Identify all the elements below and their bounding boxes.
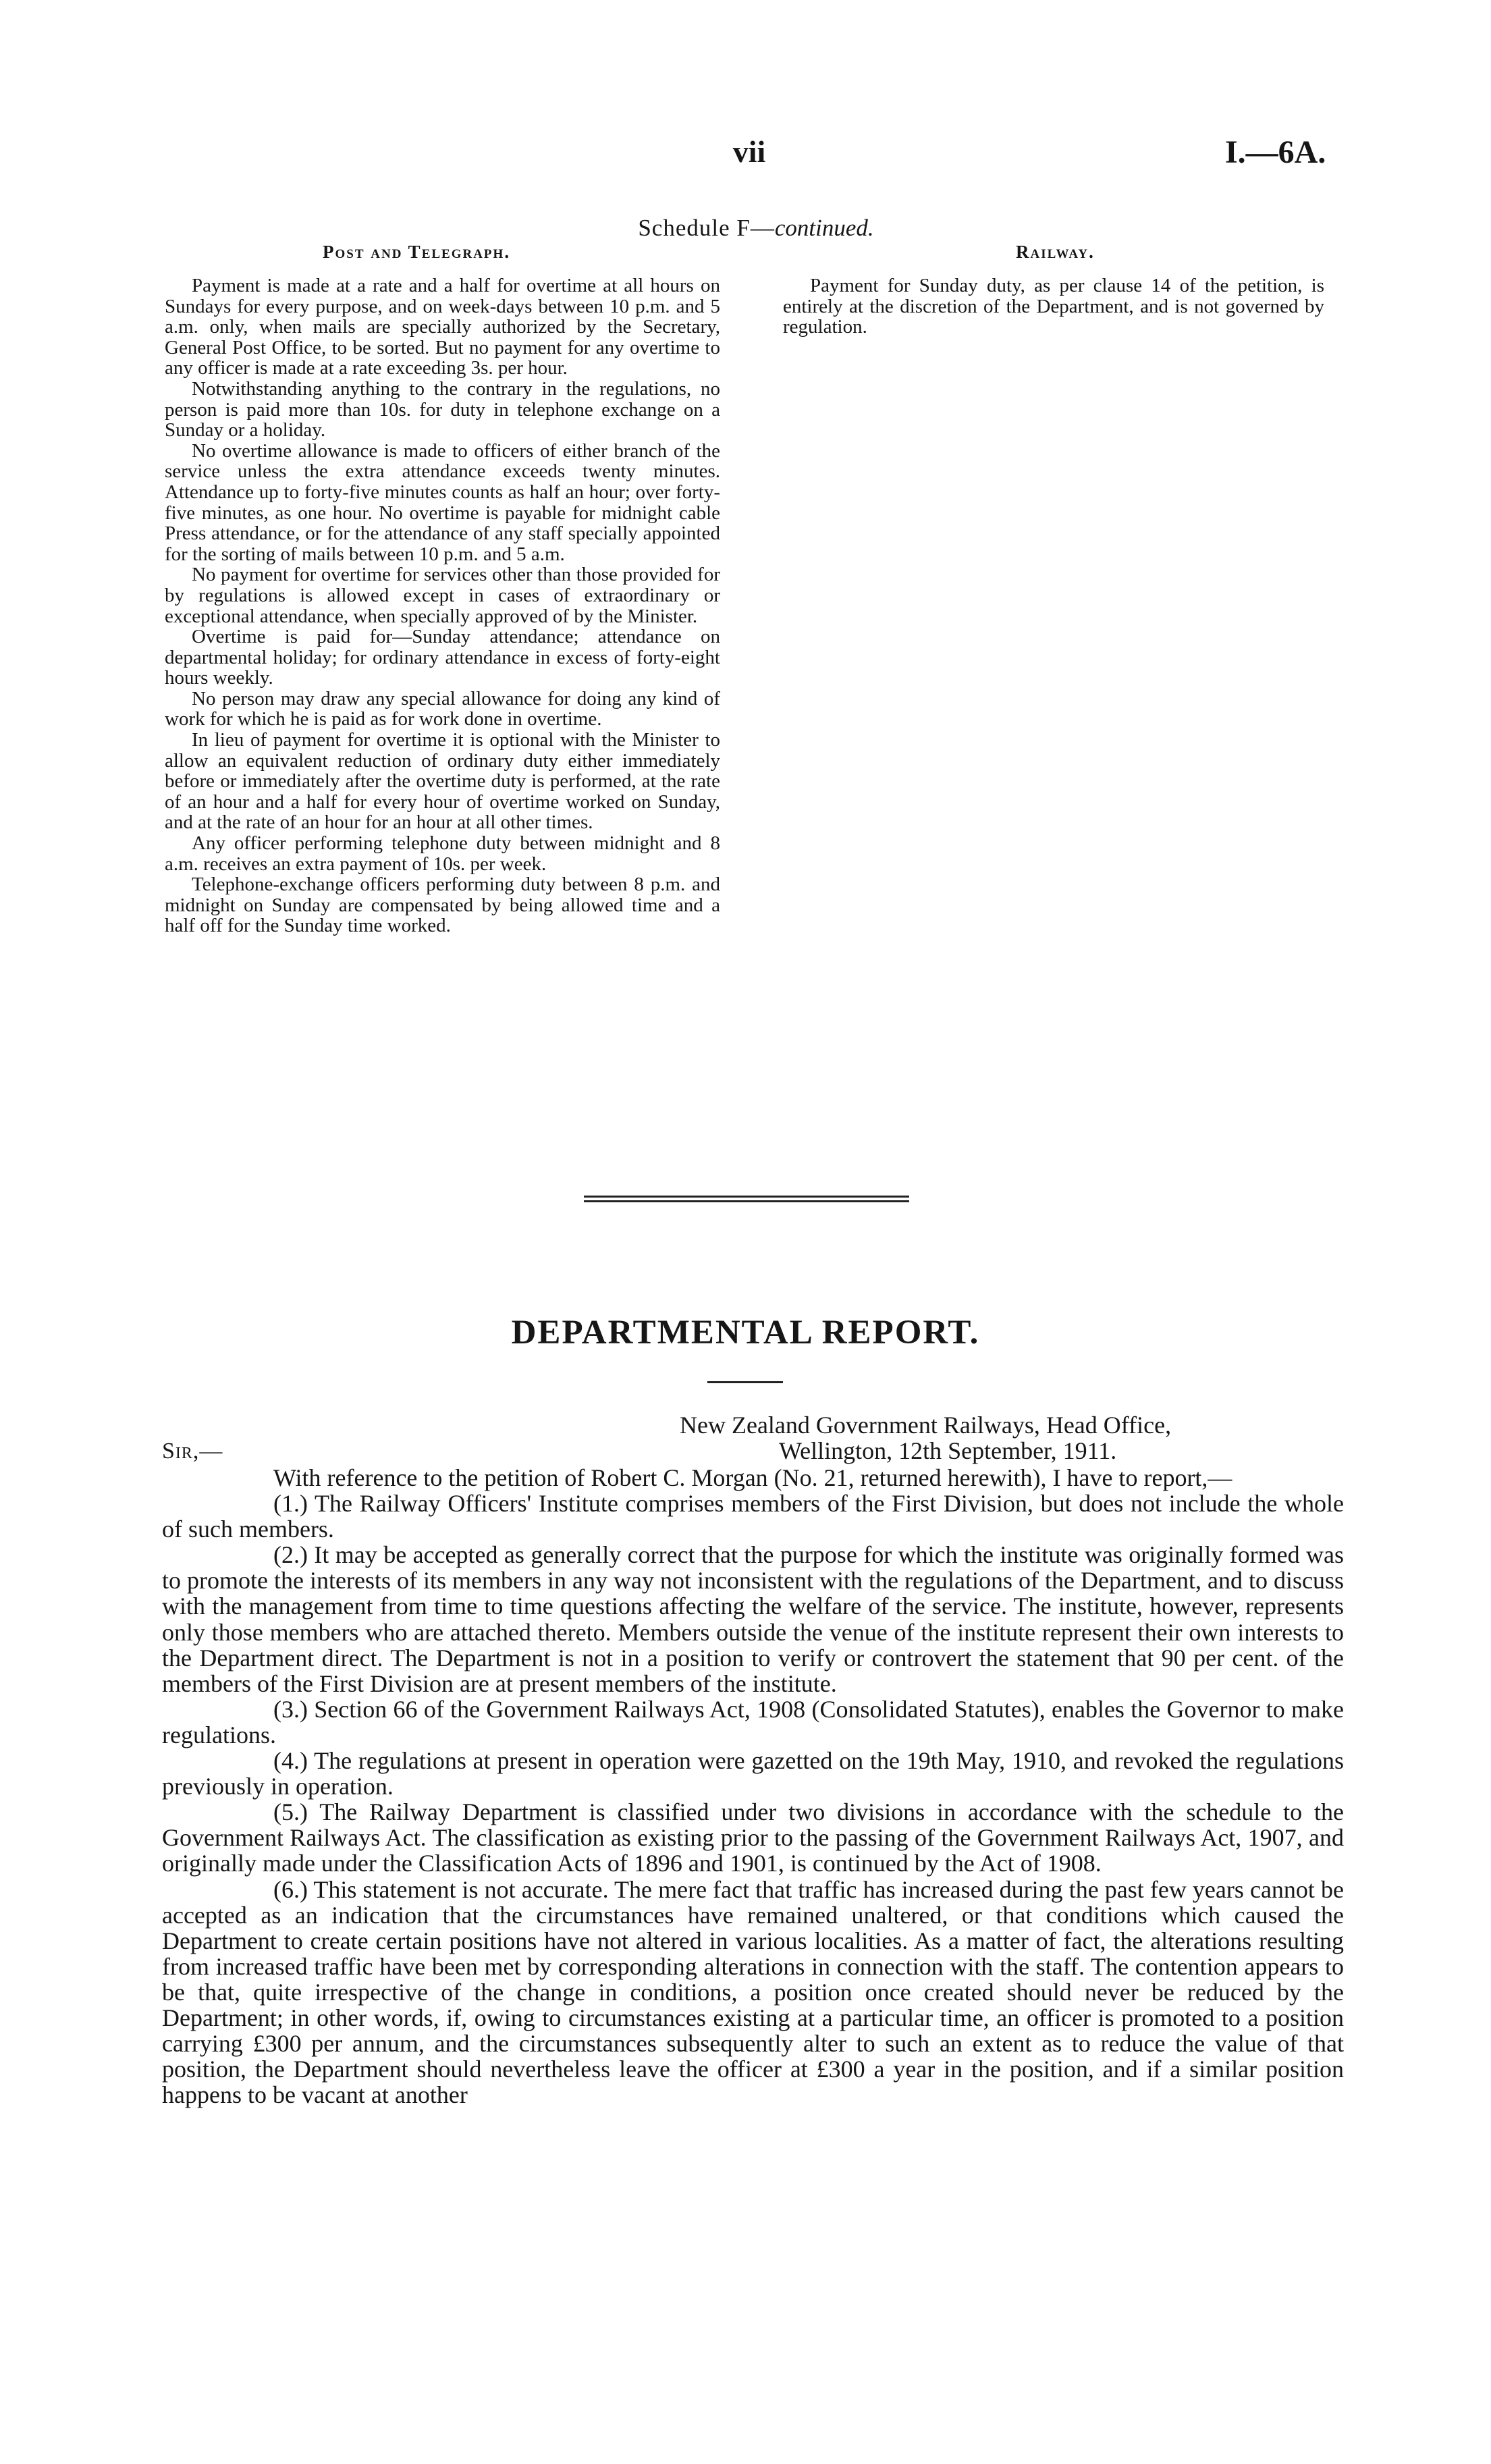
page-number: vii	[732, 134, 766, 169]
report-paragraph: (5.) The Railway Department is classified under two divisions in accordance with the schedule to the Government Railways Act. The classification as existing prior to the passing of the Government Railways Act, 1907, and originally made under the Classification Acts of 1896 and 1901, is continued by the Act of 1908.	[162, 1798, 1344, 1877]
schedule-paragraph: Telephone-exchange officers performing duty between 8 p.m. and midnight on Sunday are compensated by being allowed time and a half off for the Sunday time worked.	[165, 874, 720, 937]
post-and-telegraph-column	[165, 275, 720, 936]
schedule-paragraph: In lieu of payment for overtime it is optional with the Minister to allow an equivalent reduction of ordinary duty either immediately before or immediately after the overtime duty is performed, at the rate of an hour and a half for every hour of overtime worked on Sunday, and at the rate of an hour for an hour at all other times.	[165, 729, 720, 834]
report-paragraph: (3.) Section 66 of the Government Railways Act, 1908 (Consolidated Statutes), enables the Governor to make regulations.	[162, 1695, 1344, 1748]
schedule-title-continued: continued.	[774, 215, 874, 241]
salutation: Sir,—	[162, 1439, 223, 1464]
schedule-paragraph: No overtime allowance is made to officers of either branch of the service unless the extra attendance exceeds twenty minutes. Attendance up to forty-five minutes counts as half an hour; over forty-five minutes, as one hour. No overtime is payable for midnight cable Press attendance, or for the attendance of any staff specially appointed for the sorting of mails between 10 p.m. and 5 a.m.	[165, 439, 720, 565]
letter-address	[680, 1412, 1171, 1464]
report-title: DEPARTMENTAL REPORT.	[511, 1314, 980, 1351]
post-and-telegraph-heading: Post and Telegraph.	[323, 242, 511, 262]
schedule-paragraph: Overtime is paid for—Sunday attendance; attendance on departmental holiday; for ordinary attendance in excess of forty-eight hours weekly.	[165, 626, 720, 689]
schedule-paragraph: No payment for overtime for services other than those provided for by regulations is allowed except in cases of extraordinary or exceptional attendance, when specially approved of by the Minister.	[165, 564, 720, 627]
schedule-paragraph: Payment is made at a rate and a half for overtime at all hours on Sundays for every purpose, and on week-days between 10 p.m. and 5 a.m. only, when mails are specially authorized by the Secretary, General Post Office, to be sorted. But no payment for any overtime to any officer is made at a rate exceeding 3s. per hour.	[165, 275, 720, 379]
section-divider	[584, 1196, 909, 1202]
railway-heading: Railway.	[1016, 242, 1095, 262]
title-rule	[707, 1381, 783, 1383]
schedule-paragraph: Payment for Sunday duty, as per clause 14 of the petition, is entirely at the discretion of the Department, and is not governed by regulation.	[783, 275, 1324, 338]
report-paragraph: (2.) It may be accepted as generally correct that the purpose for which the institute was originally formed was to promote the interests of its members in any way not inconsistent with the regulations of the Department, and to discuss with the management from time to time questions affecting the welfare of the service. The institute, however, represents only those members who are attached thereto. Members outside the venue of the institute represent their own interests to the Department direct. The Department is not in a position to verify or controvert the statement that 90 per cent. of the members of the First Division are at present members of the institute.	[162, 1541, 1344, 1697]
railway-column	[783, 275, 1324, 338]
address-line: New Zealand Government Railways, Head Office,	[680, 1412, 1172, 1439]
report-paragraph: With reference to the petition of Robert C. Morgan (No. 21, returned herewith), I have to report,—	[273, 1464, 1232, 1491]
report-paragraph: (4.) The regulations at present in operation were gazetted on the 19th May, 1910, and revoked the regulations previously in operation.	[162, 1747, 1344, 1800]
schedule-paragraph: Any officer performing telephone duty between midnight and 8 a.m. receives an extra payment of 10s. per week.	[165, 832, 720, 875]
address-date-line: Wellington, 12th September, 1911.	[779, 1437, 1117, 1464]
report-paragraph: (6.) This statement is not accurate. The mere fact that traffic has increased during the past few years cannot be accepted as an indication that the circumstances have remained unaltered, or that conditions which caused the Department to create certain positions have not altered in various localities. As a matter of fact, the alterations resulting from increased traffic have been met by corresponding alterations in connection with the staff. The contention appears to be that, quite irrespective of the change in conditions, a position once created should never be reduced by the Department; in other words, if, owing to circumstances existing at a particular time, an officer is promoted to a position carrying £300 per annum, and the circumstances subsequently alter to such an extent as to reduce the value of that position, the Department should nevertheless leave the officer at £300 a year in the position, and if a similar position happens to be vacant at another	[162, 1875, 1344, 2109]
schedule-title-main: Schedule F—	[638, 215, 775, 241]
schedule-paragraph: No person may draw any special allowance for doing any kind of work for which he is paid as for work done in overtime.	[165, 687, 720, 730]
report-paragraph: (1.) The Railway Officers' Institute comprises members of the First Division, but does not include the whole of such members.	[162, 1490, 1344, 1543]
schedule-paragraph: Notwithstanding anything to the contrary in the regulations, no person is paid more than 10s. for duty in telephone exchange on a Sunday or a holiday.	[165, 377, 720, 441]
report-body	[162, 1465, 1344, 2108]
document-reference: I.—6A.	[1225, 134, 1326, 170]
schedule-title	[594, 215, 918, 242]
